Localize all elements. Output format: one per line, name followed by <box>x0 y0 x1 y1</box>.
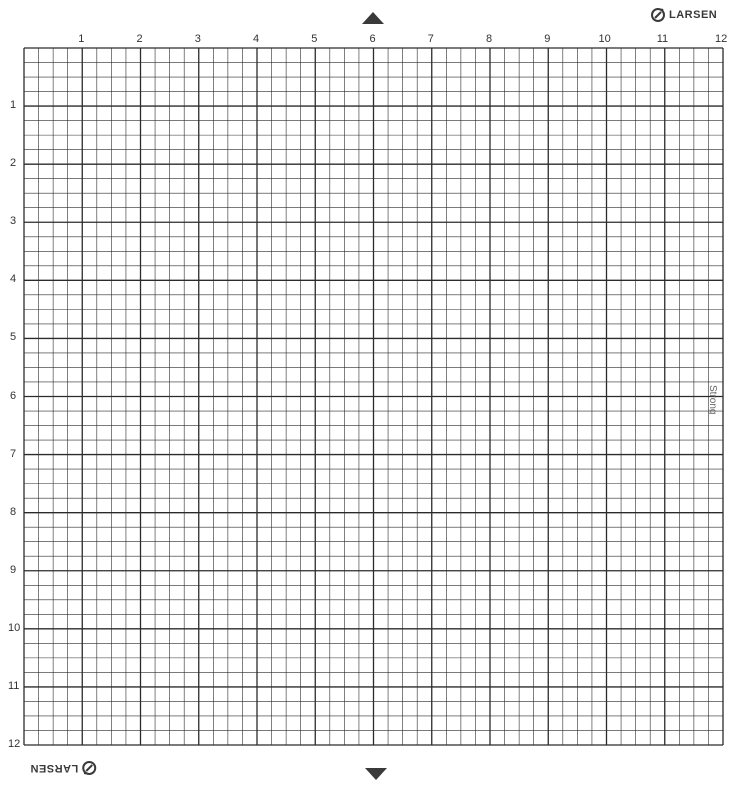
ruler-top-label: 4 <box>253 33 260 45</box>
ruler-left-label: 2 <box>10 157 17 170</box>
ruler-top-label: 2 <box>136 33 143 45</box>
ruler-left-label: 8 <box>10 505 17 518</box>
ruler-left-label: 9 <box>10 563 17 576</box>
ruler-left-label: 6 <box>10 389 17 402</box>
brand-text: LARSEN <box>30 762 79 774</box>
ruler-left-label: 10 <box>8 621 21 634</box>
ruler-top-label: 7 <box>427 33 434 45</box>
ruler-left-label: 4 <box>10 273 17 286</box>
ruler-top-label: 3 <box>194 33 201 45</box>
ruler-left-label: 5 <box>10 331 17 344</box>
ruler-top-label: 5 <box>311 33 318 45</box>
triangle-down-icon <box>365 768 387 780</box>
ruler-left-label: 3 <box>10 215 17 228</box>
ruler-left-label: 1 <box>10 99 17 112</box>
ruler-top-label: 10 <box>598 33 611 45</box>
ruler-top-label: 6 <box>369 33 376 45</box>
ruler-left-label: 7 <box>10 447 17 460</box>
ruler-top-label: 11 <box>656 33 669 45</box>
grip-strength-label: Strong <box>707 385 718 415</box>
ruler-top-label: 9 <box>544 33 551 45</box>
ruler-top-label: 8 <box>486 33 493 45</box>
brand-text: LARSEN <box>669 9 718 21</box>
ruler-left-label: 12 <box>8 738 21 750</box>
ruler-top-label: 1 <box>78 33 85 45</box>
larsen-logo-icon <box>81 760 97 776</box>
ruler-top-label: 12 <box>715 33 728 45</box>
brand-logo-bottom <box>30 760 97 776</box>
ruler-left-label: 11 <box>8 679 20 692</box>
